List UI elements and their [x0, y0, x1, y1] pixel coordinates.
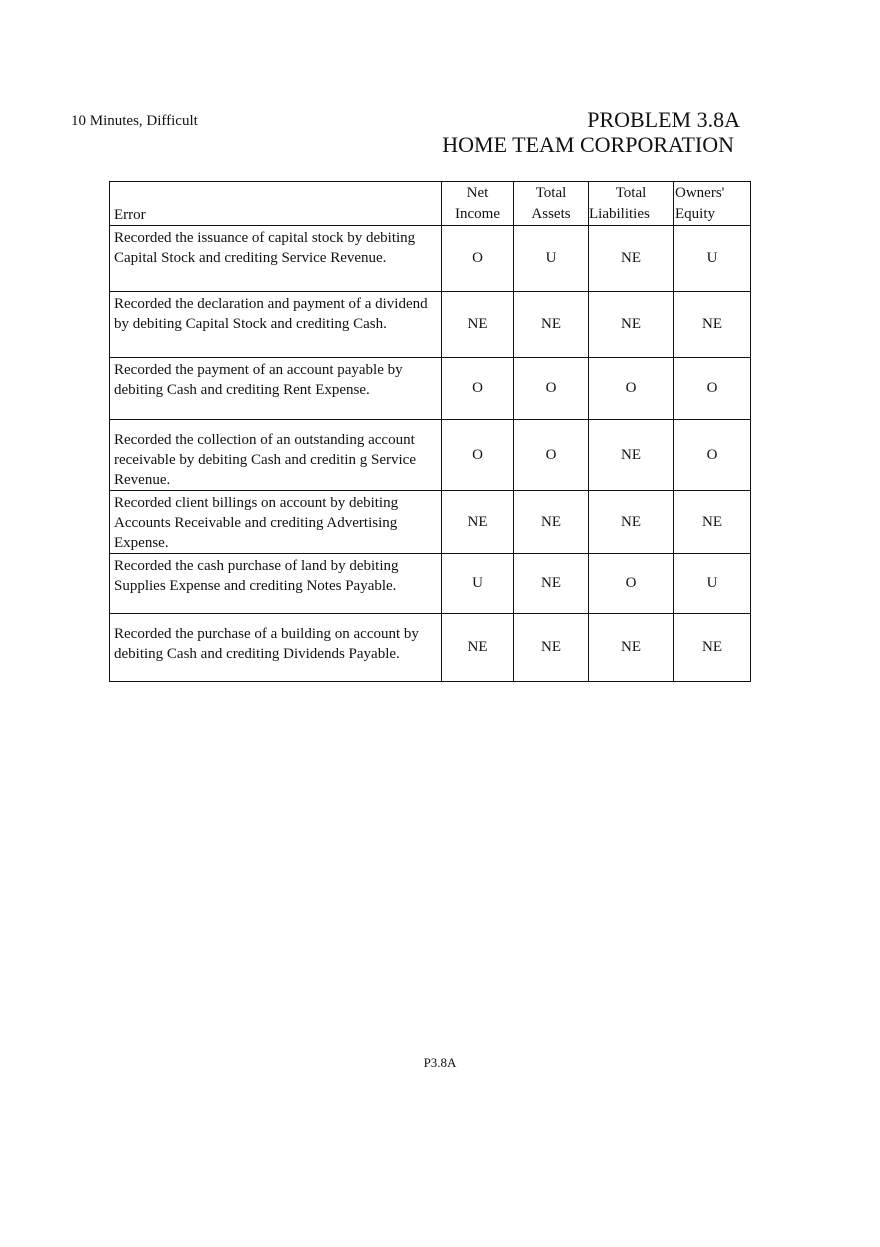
table-row: [110, 554, 751, 614]
error-description: Recorded the collection of an outstanding account receivable by debiting Cash and creditin g Service Revenue.: [110, 420, 442, 491]
time-estimate-label: 10 Minutes, Difficult: [71, 113, 198, 129]
total-assets-effect: O: [514, 420, 589, 491]
error-description: Recorded the cash purchase of land by debiting Supplies Expense and crediting Notes Payable.: [110, 554, 442, 614]
total-assets-effect: NE: [514, 491, 589, 554]
column-header-total-liabilities-line1: Total: [615, 185, 647, 201]
total-assets-effect: NE: [514, 292, 589, 358]
column-header-total-assets-line2: Assets: [531, 206, 571, 222]
net-income-effect: NE: [442, 491, 514, 554]
page-footer-label: P3.8A: [423, 1055, 457, 1070]
total-liabilities-effect: NE: [589, 292, 674, 358]
table-row: [110, 358, 751, 420]
owners-equity-effect: NE: [674, 614, 751, 682]
table-row: [110, 292, 751, 358]
total-assets-effect: U: [514, 226, 589, 292]
column-header-total-assets: [514, 182, 589, 226]
title-block: [442, 106, 740, 158]
owners-equity-effect: O: [674, 420, 751, 491]
net-income-effect: O: [442, 226, 514, 292]
column-header-total-assets-line1: Total: [535, 185, 567, 201]
owners-equity-effect: U: [674, 226, 751, 292]
company-title: HOME TEAM CORPORATION: [442, 132, 734, 157]
net-income-effect: O: [442, 420, 514, 491]
owners-equity-effect: U: [674, 554, 751, 614]
net-income-effect: NE: [442, 614, 514, 682]
table-row: [110, 226, 751, 292]
column-header-total-liabilities: [589, 182, 674, 226]
total-assets-effect: NE: [514, 614, 589, 682]
column-header-error-label: Error: [114, 207, 146, 223]
total-liabilities-effect: NE: [589, 491, 674, 554]
column-header-net-income-line1: Net: [466, 185, 489, 201]
table-row: [110, 420, 751, 491]
net-income-effect: O: [442, 358, 514, 420]
column-header-error: [110, 182, 442, 226]
owners-equity-effect: NE: [674, 491, 751, 554]
error-effects-table: [109, 181, 751, 682]
owners-equity-effect: NE: [674, 292, 751, 358]
total-assets-effect: O: [514, 358, 589, 420]
error-description: Recorded the purchase of a building on account by debiting Cash and crediting Dividends Payable.: [110, 614, 442, 682]
net-income-effect: U: [442, 554, 514, 614]
table-row: [110, 491, 751, 554]
table-header-row: [110, 182, 751, 226]
total-liabilities-effect: NE: [589, 226, 674, 292]
column-header-total-liabilities-line2: Liabilities: [589, 206, 650, 222]
net-income-effect: NE: [442, 292, 514, 358]
total-liabilities-effect: O: [589, 554, 674, 614]
total-liabilities-effect: NE: [589, 420, 674, 491]
column-header-net-income-line2: Income: [455, 206, 500, 222]
error-description: Recorded the payment of an account payable by debiting Cash and crediting Rent Expense.: [110, 358, 442, 420]
column-header-owners-equity-line1: Owners': [675, 185, 725, 201]
column-header-owners-equity: [674, 182, 751, 226]
problem-title: PROBLEM 3.8A: [587, 107, 740, 132]
column-header-owners-equity-line2: Equity: [675, 206, 715, 222]
total-assets-effect: NE: [514, 554, 589, 614]
total-liabilities-effect: O: [589, 358, 674, 420]
error-description: Recorded the declaration and payment of a dividend by debiting Capital Stock and crediting Cash.: [110, 292, 442, 358]
column-header-net-income: [442, 182, 514, 226]
error-description: Recorded client billings on account by debiting Accounts Receivable and crediting Advertising Expense.: [110, 491, 442, 554]
error-description: Recorded the issuance of capital stock by debiting Capital Stock and crediting Service Revenue.: [110, 226, 442, 292]
table-row: [110, 614, 751, 682]
owners-equity-effect: O: [674, 358, 751, 420]
total-liabilities-effect: NE: [589, 614, 674, 682]
